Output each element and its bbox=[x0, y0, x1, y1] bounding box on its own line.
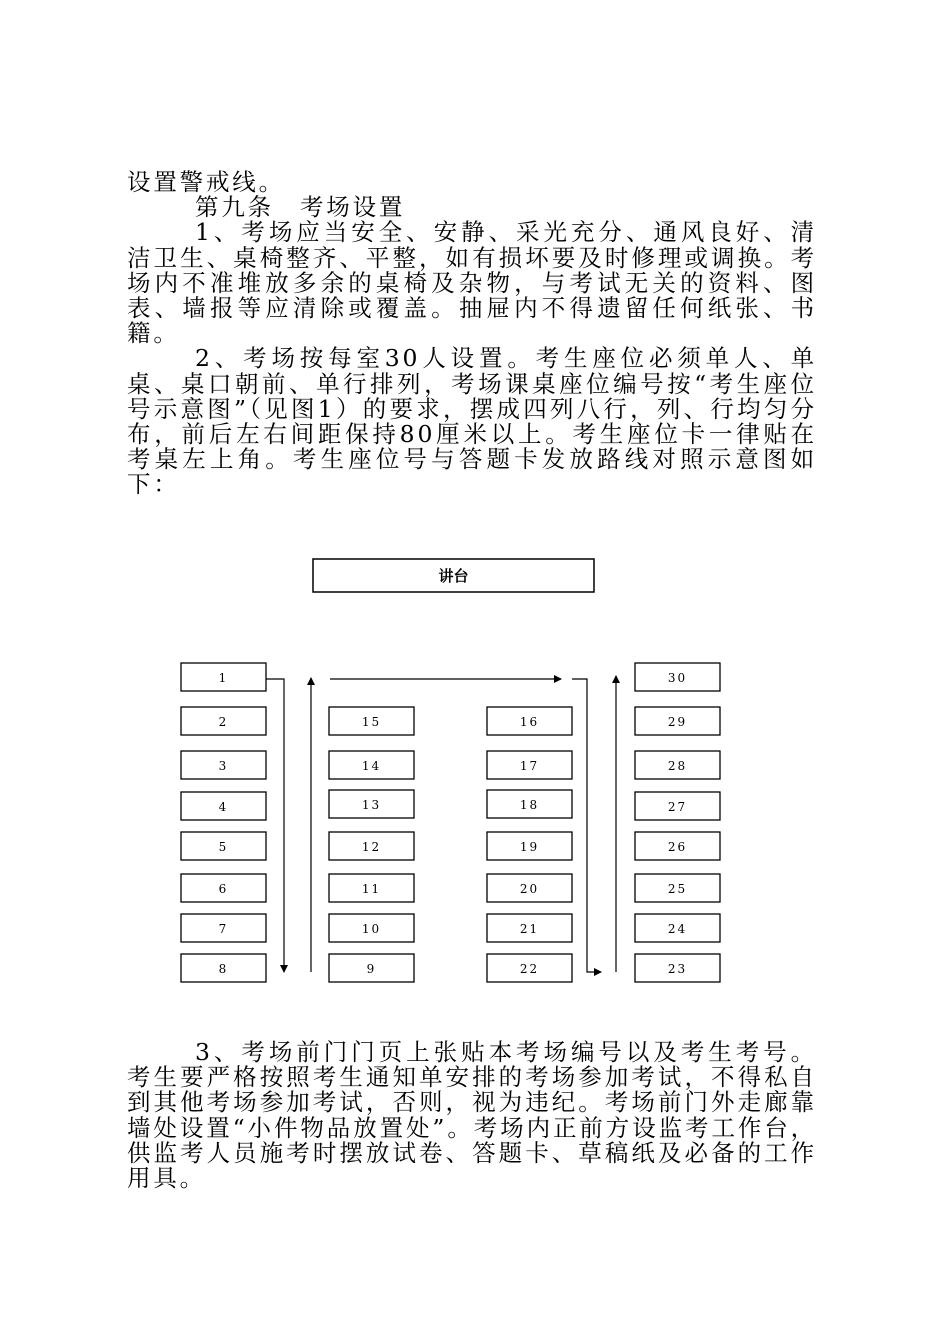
seat-box bbox=[635, 707, 720, 735]
seat-box bbox=[487, 914, 572, 942]
seat-number: 21 bbox=[519, 922, 540, 936]
item-1-paragraph: 1、考场应当安全、安静、采光充分、通风良好、清洁卫生、桌椅整齐、平整，如有损坏要及时修理或调换。考场内不准堆放多余的桌椅及杂物，与考试无关的资料、图表、墙报等应清除或覆盖。抽屉内不得遗留任何纸张、书籍。 bbox=[127, 218, 817, 348]
seat-number: 9 bbox=[366, 962, 377, 976]
seat-number: 6 bbox=[218, 882, 229, 896]
seat-box bbox=[181, 954, 266, 982]
seat-number: 16 bbox=[519, 715, 540, 729]
seat-number: 26 bbox=[667, 840, 688, 854]
seat-number: 28 bbox=[667, 759, 688, 773]
seat-box bbox=[181, 751, 266, 779]
article-title: 考场设置 bbox=[299, 193, 406, 222]
seat-number: 7 bbox=[218, 922, 229, 936]
seat-box bbox=[635, 792, 720, 820]
podium-label: 讲台 bbox=[438, 567, 469, 585]
seat-box bbox=[487, 954, 572, 982]
seat-box bbox=[635, 954, 720, 982]
seat-number: 11 bbox=[361, 882, 382, 896]
article-number: 第九条 bbox=[195, 193, 274, 222]
seat-number: 5 bbox=[218, 840, 229, 854]
seat-box bbox=[329, 751, 414, 779]
seat-number: 3 bbox=[218, 759, 229, 773]
seat-box bbox=[181, 663, 266, 691]
seat-box bbox=[181, 914, 266, 942]
seat-box bbox=[635, 914, 720, 942]
warning-line-text: 设置警戒线。 bbox=[127, 168, 285, 196]
seat-number: 10 bbox=[361, 922, 382, 936]
item-2-paragraph: 2、考场按每室30人设置。考生座位必须单人、单桌、桌口朝前、单行排列，考场课桌座位编号按“考生座位号示意图”（见图1）的要求，摆成四列八行，列、行均匀分布，前后左右间距保持80厘米以上。考生座位卡一律贴在考桌左上角。考生座位号与答题卡发放路线对照示意图如下： bbox=[127, 344, 817, 499]
seat-number: 18 bbox=[519, 798, 540, 812]
seat-box bbox=[635, 874, 720, 902]
seat-number: 13 bbox=[361, 798, 382, 812]
seat-box bbox=[635, 832, 720, 860]
seat-number: 17 bbox=[519, 759, 540, 773]
seat-box bbox=[487, 790, 572, 818]
route-arrow-down-left bbox=[266, 679, 284, 972]
route-arrow-down-right bbox=[572, 679, 601, 972]
seat-number: 27 bbox=[667, 800, 688, 814]
seat-number: 20 bbox=[519, 882, 540, 896]
seat-number: 29 bbox=[667, 715, 688, 729]
seat-number: 1 bbox=[218, 671, 229, 685]
seat-box bbox=[329, 707, 414, 735]
seat-box bbox=[181, 874, 266, 902]
seat-box bbox=[329, 914, 414, 942]
seat-number: 15 bbox=[361, 715, 382, 729]
seat-box bbox=[329, 874, 414, 902]
seat-box bbox=[181, 832, 266, 860]
seat-number: 4 bbox=[218, 800, 229, 814]
seat-number: 8 bbox=[218, 962, 229, 976]
seat-number: 30 bbox=[667, 671, 688, 685]
seat-number: 12 bbox=[361, 840, 382, 854]
seat-number: 19 bbox=[519, 840, 540, 854]
item-3-paragraph: 3、考场前门门页上张贴本考场编号以及考生考号。考生要严格按照考生通知单安排的考场参加考试，不得私自到其他考场参加考试，否则，视为违纪。考场前门外走廊靠墙处设置“小件物品放置处”。考场内正前方设监考工作台，供监考人员施考时摆放试卷、答题卡、草稿纸及必备的工作用具。 bbox=[127, 1038, 817, 1193]
bottom-text-block bbox=[127, 1040, 817, 1191]
seat-number: 2 bbox=[218, 715, 229, 729]
seat-box bbox=[635, 663, 720, 691]
route-arrows bbox=[266, 676, 616, 972]
seat-box bbox=[487, 707, 572, 735]
seat-box bbox=[487, 832, 572, 860]
seat-grid bbox=[181, 663, 720, 982]
seat-number: 25 bbox=[667, 882, 688, 896]
seat-box bbox=[329, 954, 414, 982]
seat-box bbox=[181, 707, 266, 735]
seat-box bbox=[635, 751, 720, 779]
seat-number: 23 bbox=[667, 962, 688, 976]
seat-box bbox=[329, 832, 414, 860]
seat-box bbox=[181, 792, 266, 820]
seat-number: 24 bbox=[667, 922, 688, 936]
seat-box bbox=[329, 790, 414, 818]
seat-box bbox=[487, 751, 572, 779]
seat-number: 14 bbox=[361, 759, 382, 773]
seat-number: 22 bbox=[519, 962, 540, 976]
podium bbox=[313, 559, 594, 592]
seat-box bbox=[487, 874, 572, 902]
